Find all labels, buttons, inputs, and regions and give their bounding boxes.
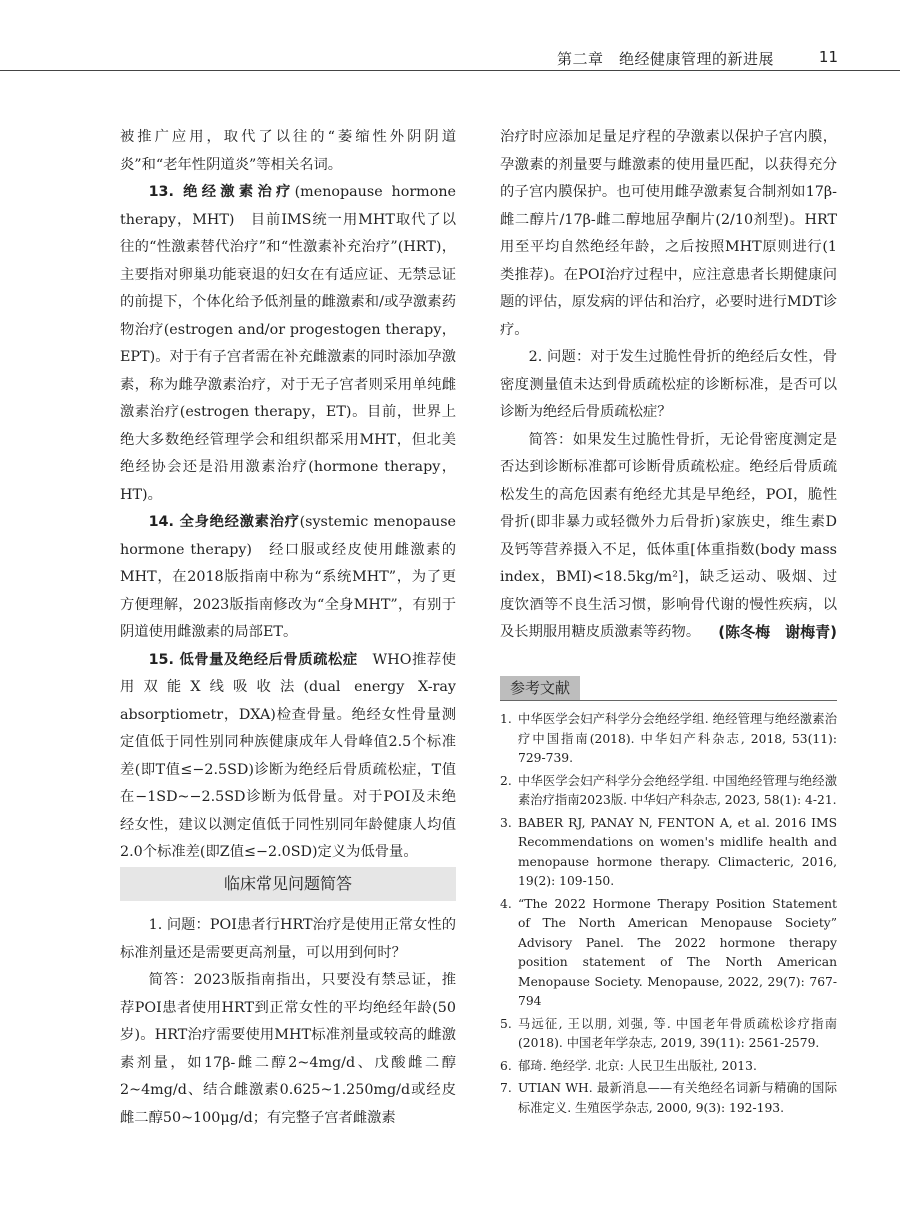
item-15-body: WHO推荐使用双能X线吸收法(dual energy X-ray absorptiometr，DXA)检查骨量。绝经女性骨量测定值低于同性别同种族健康成年人骨峰值2.5个标准差(即T值≤−2.5SD)诊断为绝经后骨质疏松症，T值在−1SD~−2.5SD诊断为低骨量。对于POI及未绝经女性，建议以测定值低于同性别同年龄健康人均值2.0个标准差(即Z值≤−2.0SD)定义为低骨量。 — [120, 651, 456, 860]
page-number: 11 — [818, 48, 838, 66]
intro-paragraph: 被推广应用，取代了以往的“萎缩性外阴阴道炎”和“老年性阴道炎”等相关名词。 — [120, 129, 456, 173]
reference-number: 3. — [500, 815, 512, 830]
item-14-body: (systemic menopause hormone therapy) 经口服或经皮使用雌激素的MHT，在2018版指南中称为“系统MHT”，为了更方便理解，2023版指南修改为“全身MHT”，有别于阴道使用雌激素的局部ET。 — [120, 514, 456, 640]
reference-number: 6. — [500, 1058, 512, 1073]
reference-text: 郁琦. 绝经学. 北京: 人民卫生出版社, 2013. — [518, 1058, 757, 1073]
reference-text: 马远征, 王以朋, 刘强, 等. 中国老年骨质疏松诊疗指南(2018). 中国老年学杂志, 2019, 39(11): 2561-2579. — [518, 1016, 837, 1050]
reference-number: 7. — [500, 1081, 512, 1095]
reference-text: “The 2022 Hormone Therapy Position Statement of The North American Menopause Society” Advisory Panel. The 2022 hormone therapy position statement of The North American Menopause Society. Menopause, 2022, 29(7): 767-794 — [518, 896, 837, 1008]
reference-item — [500, 710, 837, 769]
page-header — [0, 44, 900, 71]
reference-text: 中华医学会妇产科学分会绝经学组. 中国绝经管理与绝经激素治疗指南2023版. 中华妇产科杂志, 2023, 58(1): 4-21. — [518, 773, 837, 807]
reference-text: 中华医学会妇产科学分会绝经学组. 绝经管理与绝经激素治疗中国指南(2018). 中华妇产科杂志, 2018, 53(11): 729-739. — [518, 712, 837, 765]
item-13-term: 13. 绝经激素治疗 — [148, 184, 295, 200]
reference-number: 1. — [500, 712, 512, 726]
item-15-paragraph — [120, 647, 456, 867]
answer-1-continued: 治疗时应添加足量足疗程的孕激素以保护子宫内膜，孕激素的剂量要与雌激素的使用量匹配，以获得充分的子宫内膜保护。也可使用雌孕激素复合制剂如17β-雌二醇片/17β-雌二醇地屈孕酮片(2/10剂型)。HRT用至平均自然绝经年龄，之后按照MHT原则进行(1类推荐)。在POI治疗过程中，应注意患者长期健康问题的评估，原发病的评估和治疗，必要时进行MDT诊疗。 — [500, 129, 837, 338]
reference-item — [500, 772, 837, 811]
reference-item — [500, 1057, 837, 1077]
reference-text: UTIAN WH. 最新消息——有关绝经名词新与精确的国际标准定义. 生殖医学杂志, 2000, 9(3): 192-193. — [518, 1081, 837, 1115]
qa-left — [120, 912, 456, 1132]
item-14-paragraph — [120, 509, 456, 647]
right-column — [500, 124, 837, 647]
reference-number: 5. — [500, 1016, 512, 1031]
left-column — [120, 124, 456, 867]
answer-2: 简答：如果发生过脆性骨折，无论骨密度测定是否达到诊断标准都可诊断骨质疏松症。绝经后骨质疏松发生的高危因素有绝经尤其是早绝经，POI，脆性骨折(即非暴力或轻微外力后骨折)家族史，维生素D及钙等营养摄入不足，低体重[体重指数(body mass index，BMI)<18.5kg/m²]，缺乏运动、吸烟、过度饮酒等不良生活习惯，影响骨代谢的慢性疾病，以及长期服用糖皮质激素等药物。 — [500, 431, 837, 640]
section-heading: 临床常见问题简答 — [120, 867, 456, 901]
reference-number: 4. — [500, 896, 512, 911]
item-13-body: (menopause hormone therapy，MHT) 目前IMS统一用MHT取代了以往的“性激素替代治疗”和“性激素补充治疗”(HRT)，主要指对卵巢功能衰退的妇女在有适应证、无禁忌证的前提下，个体化给予低剂量的雌激素和/或孕激素药物治疗(estrogen and/or progestogen therapy，EPT)。对于有子宫者需在补充雌激素的同时添加孕激素，称为雌孕激素治疗，对于无子宫者则采用单纯雌激素治疗(estrogen therapy，ET)。目前，世界上绝大多数绝经管理学会和组织都采用MHT，但北美绝经协会还是沿用激素治疗(hormone therapy，HT)。 — [120, 184, 456, 503]
item-15-term: 15. 低骨量及绝经后骨质疏松症 — [148, 651, 358, 668]
item-14-term: 14. 全身绝经激素治疗 — [148, 514, 300, 530]
reference-list — [500, 710, 837, 1121]
authors: (陈冬梅 谢梅青) — [718, 623, 837, 641]
item-13-paragraph — [120, 179, 456, 509]
reference-item — [500, 1079, 837, 1118]
reference-item — [500, 814, 837, 892]
references-divider — [500, 700, 837, 701]
reference-item — [500, 1015, 837, 1054]
answer-1: 简答：2023版指南指出，只要没有禁忌证，推荐POI患者使用HRT到正常女性的平均绝经年龄(50岁)。HRT治疗需要使用MHT标准剂量或较高的雌激素剂量，如17β-雌二醇2~4mg/d、戊酸雌二醇2~4mg/d、结合雌激素0.625~1.250mg/d或经皮雌二醇50~100μg/d；有完整子宫者雌激素 — [120, 972, 456, 1126]
chapter-title: 第二章 绝经健康管理的新进展 — [556, 50, 774, 68]
references-heading: 参考文献 — [500, 676, 580, 700]
question-1: 1. 问题：POI患者行HRT治疗是使用正常女性的标准剂量还是需要更高剂量，可以用到何时？ — [120, 917, 456, 961]
reference-number: 2. — [500, 773, 512, 788]
reference-text: BABER RJ, PANAY N, FENTON A, et al. 2016 IMS Recommendations on women's midlife health and menopause hormone therapy. Climacteric, 2016, 19(2): 109-150. — [518, 815, 837, 888]
reference-item — [500, 895, 837, 1012]
question-2: 2. 问题：对于发生过脆性骨折的绝经后女性，骨密度测量值未达到骨质疏松症的诊断标准，是否可以诊断为绝经后骨质疏松症？ — [500, 349, 837, 420]
